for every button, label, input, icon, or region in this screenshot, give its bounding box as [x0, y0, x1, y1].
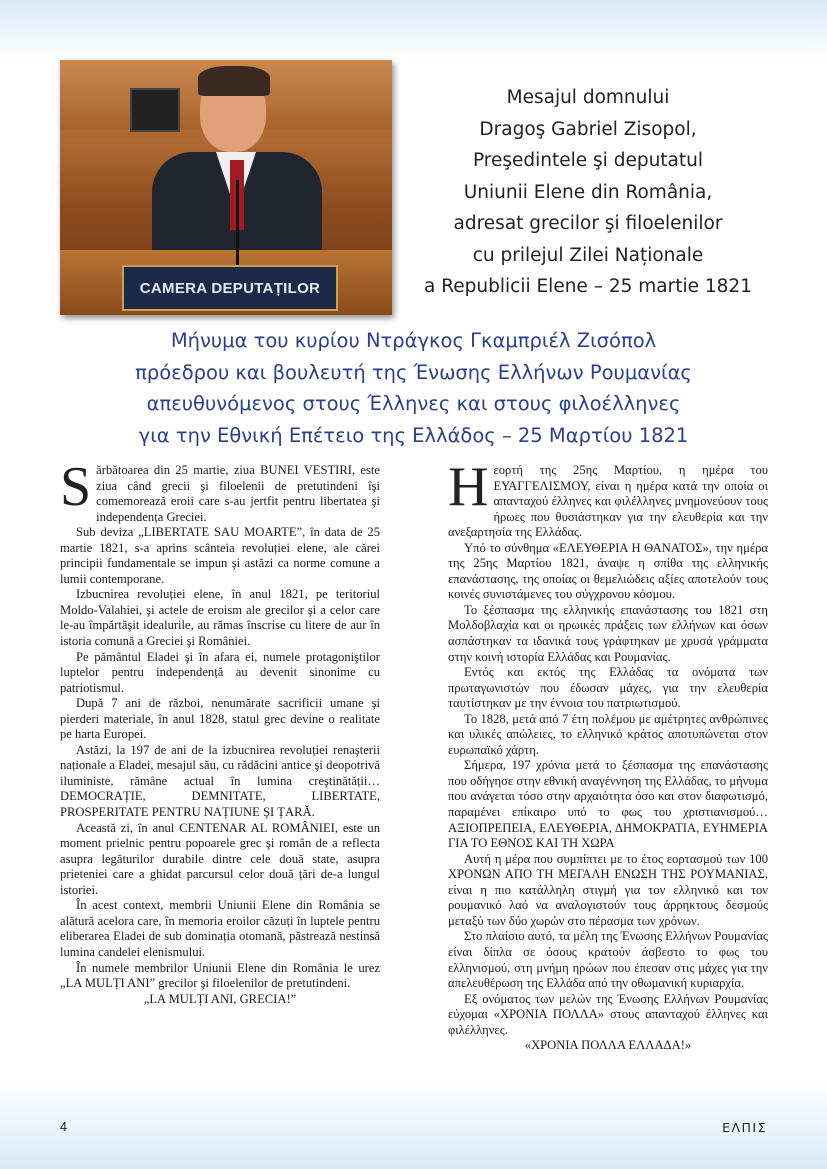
greek-title-line: απευθυνόμενος στους Έλληνες και στους φιλοέλληνες [146, 392, 681, 415]
magazine-name: ΕΛΠΙΣ [722, 1120, 767, 1135]
paragraph-text: ărbătoarea din 25 martie, ziua BUNEI VESTIRI, este ziua când grecii şi filoelenii de pretutindeni îşi comemorează eroii care s-au jertfit pentru libertatea şi independența Greciei. [96, 463, 380, 524]
paragraph [60, 456, 380, 525]
greek-title [40, 325, 787, 451]
page-number: 4 [60, 1120, 67, 1134]
paragraph: Αυτή η μέρα που συμπίπτει με το έτος εορτασμού των 100 ΧΡΟΝΩΝ ΑΠΟ ΤΗ ΜΕΓΑΛΗ ΕΝΩΣΗ ΤΗΣ ΡΟΥΜΑΝΙΑΣ, είναι η πιο κατάλληλη στιγμή για τον ελληνικό και τον ρουμανικό λαό να αναλογιστούν τους άρρηκτους δεσμούς μεταξύ των δύο χωρών στο πέρασμα των χρόνων. [448, 851, 768, 928]
person-hair [198, 66, 270, 96]
paragraph: În numele membrilor Uniunii Elene din România le urez „LA MULȚI ANI” grecilor şi filoelenilor de pretutindeni. [60, 960, 380, 991]
romanian-title [400, 82, 776, 303]
paragraph: Εξ ονόματος των μελών της Ένωσης Ελλήνων Ρουμανίας εύχομαι «ΧΡΟΝΙΑ ΠΟΛΛΑ» στους απανταχού έλληνες και φιλέλληνες. [448, 991, 768, 1037]
podium-nameplate [122, 265, 338, 311]
portrait-photo [60, 60, 392, 315]
paragraph: Το ξέσπασμα της ελληνικής επανάστασης του 1821 στη Μολδοβλαχία και οι ηρωικές πράξεις των ελλήνων και όσων ασπάστηκαν τα ιδανικά τους γράφτηκαν με χρυσά γράμματα στην κοινή ιστορία Ελλάδας και Ρουμανίας. [448, 602, 768, 664]
paragraph: Το 1828, μετά από 7 έτη πολέμου με αμέτρητες ανθρώπινες και υλικές απώλειες, το ελληνικό κράτος αποτυπώνεται στον ευρωπαϊκό χάρτη. [448, 711, 768, 757]
romanian-title-line: Mesajul domnului [506, 87, 670, 108]
romanian-title-line: Dragoş Gabriel Zisopol, [479, 118, 697, 140]
paragraph-text: εορτή της 25ης Μαρτίου, η ημέρα του ΕΥΑΓΓΕΛΙΣΜΟΥ, είναι η ημέρα κατά την οποία οι απανταχού έλληνες και φιλέλληνες μνημονεύουν τους ήρωες που θυσιάστηκαν για την ελευθερία και την ανεξαρτησία της Ελλάδας. [448, 463, 768, 540]
closing-line: „LA MULȚI ANI, GRECIA!” [143, 991, 297, 1006]
paragraph: Această zi, în anul CENTENAR AL ROMÂNIEI, este un moment prielnic pentru popoarele grec şi român de a reflecta asupra legăturilor durabile dintre cele două state, asupra prieteniei care a ghidat parcursul celor două țări de-a lungul istoriei. [60, 820, 380, 897]
paragraph: Στο πλαίσιο αυτό, τα μέλη της Ένωσης Ελλήνων Ρουμανίας είναι δίπλα σε όσους κρατούν άσβεστο το φως του ελληνισμού, στη μνήμη ηρώων που έπεσαν στις μάχες για την απελευθέρωση της Ελλάδα από την οθωμανική κυριαρχία. [448, 929, 768, 991]
monitor-shape [130, 88, 180, 132]
paragraph: Sub deviza „LIBERTATE SAU MOARTE”, în data de 25 martie 1821, s-a aprins scânteia revoluției elene, ale cărei principii fundamentale se impun şi astăzi ca norme comune a lumii contemporane. [60, 525, 380, 586]
paragraph: Izbucnirea revoluției elene, în anul 1821, pe teritoriul Moldo-Valahiei, şi actele de eroism ale grecilor şi a celor care le-au împărtăşit idealurile, au rămas înscrise cu litere de aur în istoria comună a Greciei şi României. [60, 587, 380, 649]
romanian-title-line: cu prilejul Zilei Naționale [472, 244, 704, 266]
paragraph: După 7 ani de război, nenumărate sacrificii umane şi pierderi materiale, în anul 1828, statul grec devine o realitate pe harta Europei. [60, 696, 380, 742]
paragraph: În acest context, membrii Uniunii Elene din România se alătură acelora care, în memoria eroilor căzuți în luptele pentru eliberarea Eladei de sub dominația otomană, păstrează nestinsă lumina candelei elenismului. [60, 898, 380, 959]
greek-column [448, 456, 768, 1054]
paragraph: Εντός και εκτός της Ελλάδας τα ονόματα των πρωταγωνιστών που έδωσαν μάχες, για την ελευθερία ταυτίστηκαν με την έννοια του πατριωτισμού. [448, 665, 768, 711]
paragraph: Pe pământul Eladei şi în afara ei, numele protagoniştilor luptelor pentru independență au devenit sinonime cu patriotismul. [60, 649, 380, 695]
paragraph: Υπό το σύνθημα «ΕΛΕΥΘΕΡΙΑ Η ΘΑΝΑΤΟΣ», την ημέρα της 25ης Μαρτίου 1821, άναψε η σπίθα της ελληνικής επανάστασης, της οποίας οι θεμελιώδεις αξίες αποτελούν τους κοινές συνιστάμενες του σύγχρονου κόσμου. [448, 540, 768, 602]
nameplate-text: CAMERA DEPUTAȚILOR [139, 279, 321, 297]
greek-title-line: Μήνυμα του κυρίου Ντράγκος Γκαμπριέλ Ζισόπολ [170, 329, 657, 352]
romanian-title-line: Preşedintele şi deputatul [472, 150, 704, 171]
greek-title-line: πρόεδρου και βουλευτή της Ένωσης Ελλήνων Ρουμανίας [135, 360, 692, 384]
romanian-title-line: Uniunii Elene din România, [463, 181, 713, 203]
drop-cap: S [60, 456, 92, 518]
drop-cap: Η [448, 456, 489, 518]
paragraph: Σήμερα, 197 χρόνια μετά το ξέσπασμα της επανάστασης που οδήγησε στην εθνική αναγέννηση της Ελλάδας, το μήνυμα που ανάγεται τόσο στην αρχαιότητα όσο και στον διαφωτισμό, παραμένει επίκαιρο υπό το φως του χριστιανισμού… ΑΞΙΟΠΡΕΠΕΙΑ, ΕΛΕΥΘΕΡΙΑ, ΔΗΜΟΚΡΑΤΙΑ, ΕΥΗΜΕΡΙΑ ΓΙΑ ΤΟ ΕΘΝΟΣ ΚΑΙ ΤΗ ΧΩΡΑ [448, 758, 768, 851]
paragraph [448, 456, 768, 541]
romanian-title-line: adresat grecilor şi filoelenilor [453, 213, 723, 234]
paragraph: Astăzi, la 197 de ani de la izbucnirea revoluției renaşterii naționale a Eladei, mesajul său, cu rădăcini antice şi deopotrivă iluministe, rămâne actual în lumina creştinătății… DEMOCRAȚIE, DEMNITATE, LIBERTATE, PROSPERITATE PENTRU NAȚIUNE ŞI ȚARĂ. [60, 742, 380, 820]
romanian-column [60, 456, 380, 1007]
romanian-title-line: a Republicii Elene – 25 martie 1821 [424, 276, 752, 297]
closing-line: «ΧΡΟΝΙΑ ΠΟΛΛΑ ΕΛΛΑΔΑ!» [524, 1038, 692, 1053]
microphone-icon [236, 180, 239, 270]
greek-title-line: για την Εθνική Επέτειο της Ελλάδος – 25 Μαρτίου 1821 [138, 423, 689, 447]
